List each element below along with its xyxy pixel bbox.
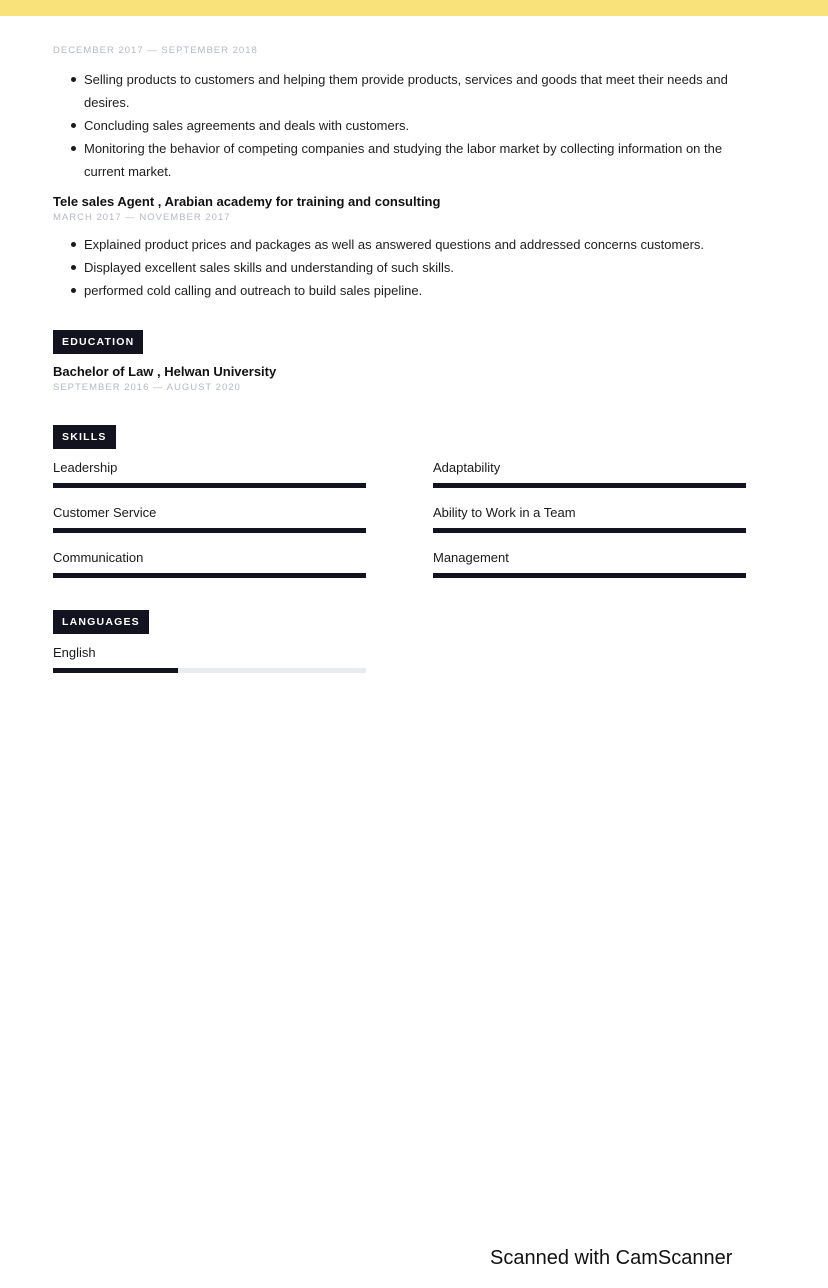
experience-1-bullet-2: Concluding sales agreements and deals with customers. bbox=[84, 114, 744, 137]
experience-entry-1 bbox=[53, 44, 753, 183]
skill-name: Ability to Work in a Team bbox=[433, 505, 576, 520]
language-level-fill bbox=[53, 668, 178, 673]
education-section bbox=[53, 330, 753, 395]
experience-1-bullet-1: Selling products to customers and helping them provide products, services and goods that meet their needs and desires. bbox=[84, 68, 744, 114]
skill-item bbox=[433, 504, 746, 549]
skill-level-bar bbox=[53, 528, 366, 533]
experience-1-bullets bbox=[53, 68, 753, 183]
education-label: EDUCATION bbox=[53, 330, 143, 354]
skill-level-fill bbox=[53, 483, 366, 488]
experience-1-dates: DECEMBER 2017 — SEPTEMBER 2018 bbox=[53, 45, 258, 56]
skills-grid bbox=[53, 459, 753, 594]
language-item bbox=[53, 644, 366, 689]
skills-label: SKILLS bbox=[53, 425, 116, 449]
skill-level-fill bbox=[53, 528, 366, 533]
experience-2-dates: MARCH 2017 — NOVEMBER 2017 bbox=[53, 212, 231, 223]
experience-2-bullet-2: Displayed excellent sales skills and understanding of such skills. bbox=[84, 256, 744, 279]
skill-level-fill bbox=[433, 483, 746, 488]
language-name: English bbox=[53, 645, 96, 660]
skill-item bbox=[433, 549, 746, 594]
skill-level-fill bbox=[433, 528, 746, 533]
education-degree: Bachelor of Law , Helwan University bbox=[53, 364, 277, 379]
skill-level-bar bbox=[433, 573, 746, 578]
experience-entry-2 bbox=[53, 193, 753, 302]
languages-section bbox=[53, 610, 753, 689]
skill-level-bar bbox=[433, 483, 746, 488]
skills-section bbox=[53, 425, 753, 594]
language-level-bar bbox=[53, 668, 366, 673]
camscanner-watermark: Scanned with CamScanner bbox=[490, 1247, 733, 1269]
experience-1-bullet-3: Monitoring the behavior of competing companies and studying the labor market by collecting information on the current market. bbox=[84, 137, 744, 183]
skill-level-bar bbox=[53, 483, 366, 488]
resume-content bbox=[53, 44, 753, 689]
skill-level-fill bbox=[53, 573, 366, 578]
languages-grid bbox=[53, 644, 753, 689]
skill-name: Leadership bbox=[53, 460, 118, 475]
skill-item bbox=[433, 459, 746, 504]
education-dates: SEPTEMBER 2016 — AUGUST 2020 bbox=[53, 382, 241, 393]
skill-level-bar bbox=[53, 573, 366, 578]
skill-item bbox=[53, 504, 366, 549]
experience-2-bullet-1: Explained product prices and packages as well as answered questions and addressed concerns customers. bbox=[84, 233, 744, 256]
skill-item bbox=[53, 459, 366, 504]
skill-level-fill bbox=[433, 573, 746, 578]
experience-2-title: Tele sales Agent , Arabian academy for training and consulting bbox=[53, 194, 441, 209]
top-accent-bar bbox=[0, 0, 828, 16]
skill-item bbox=[53, 549, 366, 594]
skill-name: Management bbox=[433, 550, 509, 565]
skill-level-bar bbox=[433, 528, 746, 533]
skill-name: Communication bbox=[53, 550, 144, 565]
experience-2-bullets bbox=[53, 233, 753, 302]
languages-label: LANGUAGES bbox=[53, 610, 149, 634]
skill-name: Adaptability bbox=[433, 460, 501, 475]
experience-2-bullet-3: performed cold calling and outreach to build sales pipeline. bbox=[84, 279, 744, 302]
skill-name: Customer Service bbox=[53, 505, 157, 520]
